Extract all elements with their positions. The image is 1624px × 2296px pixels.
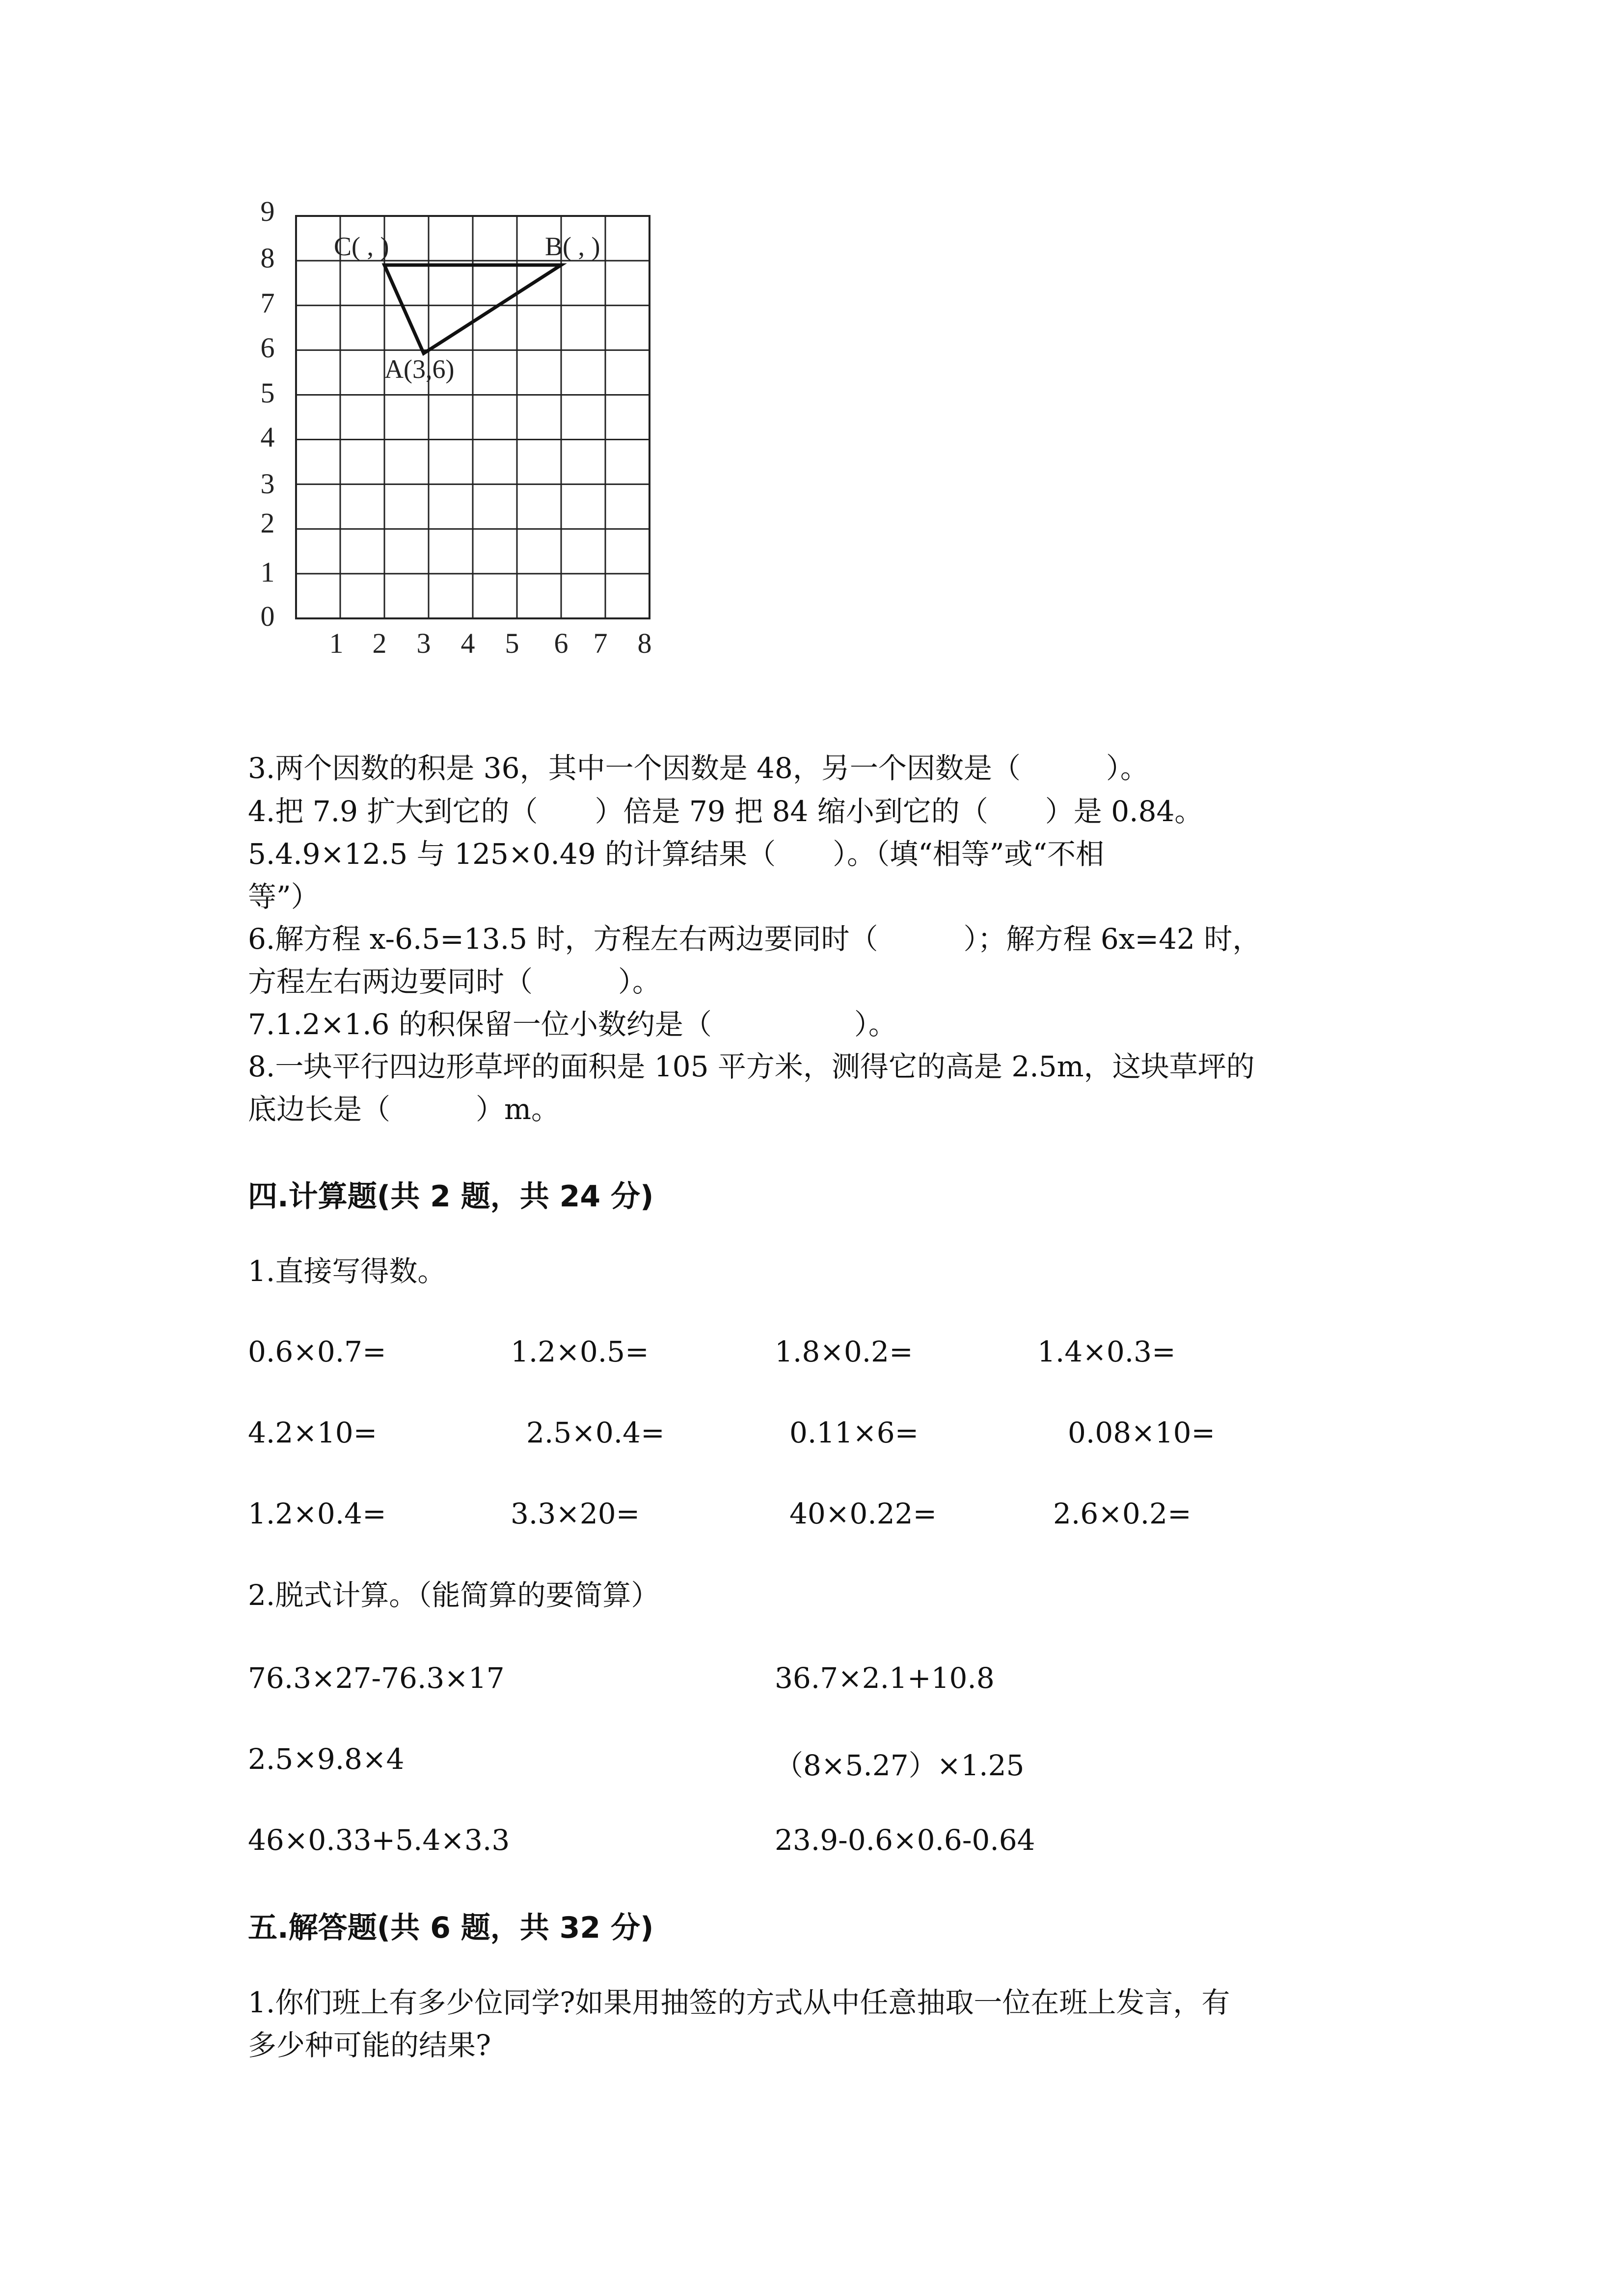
y-tick-label: 6 xyxy=(260,332,275,364)
oral-item: 2.5×0.4= xyxy=(526,1416,665,1449)
x-tick-label: 8 xyxy=(637,627,652,659)
question-8-line-1: 8.一块平行四边形草坪的面积是 105 平方米，测得它的高是 2.5m，这块草坪的 xyxy=(248,1050,1255,1083)
point-c-label: C( , ) xyxy=(334,232,389,261)
x-tick-label: 6 xyxy=(554,627,568,659)
x-tick-label: 4 xyxy=(460,627,475,659)
section-5-title: 五.解答题(共 6 题，共 32 分) xyxy=(248,1911,654,1945)
question-8-line-2: 底边长是（ ）m。 xyxy=(248,1093,560,1126)
oral-item: 40×0.22= xyxy=(789,1497,937,1530)
y-tick-label: 8 xyxy=(260,242,275,274)
y-axis-labels xyxy=(261,196,275,632)
written-item: 2.5×9.8×4 xyxy=(248,1742,405,1776)
point-b-label: B( , ) xyxy=(545,232,600,261)
point-a-label: A(3,6) xyxy=(384,354,455,384)
coordinate-grid-figure xyxy=(241,196,673,667)
oral-item: 0.11×6= xyxy=(789,1416,919,1449)
oral-item: 3.3×20= xyxy=(511,1497,640,1530)
x-axis-labels xyxy=(329,627,652,659)
section-5-q1-line-1: 1.你们班上有多少位同学?如果用抽签的方式从中任意抽取一位在班上发言，有 xyxy=(248,1986,1230,2019)
question-7: 7.1.2×1.6 的积保留一位小数约是（ ）。 xyxy=(248,1008,897,1041)
oral-item: 0.6×0.7= xyxy=(248,1335,386,1368)
section-5-q1-line-2: 多少种可能的结果? xyxy=(248,2029,491,2062)
question-4: 4.把 7.9 扩大到它的（ ）倍是 79 把 84 缩小到它的（ ）是 0.84。 xyxy=(248,795,1203,828)
y-tick-label: 7 xyxy=(260,287,275,319)
oral-item: 1.8×0.2= xyxy=(775,1335,913,1368)
y-tick-label: 5 xyxy=(260,377,275,409)
grid-inner-lines xyxy=(296,216,650,618)
question-5-line-2: 等”） xyxy=(248,880,320,913)
written-item: 46×0.33+5.4×3.3 xyxy=(248,1823,510,1857)
question-5-line-1: 5.4.9×12.5 与 125×0.49 的计算结果（ ）。（填“相等”或“不相 xyxy=(248,837,1105,871)
question-3: 3.两个因数的积是 36，其中一个因数是 48，另一个因数是（ ）。 xyxy=(248,751,1149,785)
y-tick-label: 0 xyxy=(260,600,275,632)
oral-item: 2.6×0.2= xyxy=(1053,1497,1191,1530)
written-item: 76.3×27-76.3×17 xyxy=(248,1661,505,1695)
y-tick-label: 4 xyxy=(260,421,275,453)
x-tick-label: 5 xyxy=(505,627,519,659)
written-item: 23.9-0.6×0.6-0.64 xyxy=(775,1823,1035,1857)
x-tick-label: 3 xyxy=(416,627,431,659)
oral-item: 1.2×0.5= xyxy=(511,1335,649,1368)
y-tick-label: 2 xyxy=(260,507,275,539)
written-item: 36.7×2.1+10.8 xyxy=(775,1661,995,1695)
x-tick-label: 1 xyxy=(329,627,344,659)
x-tick-label: 2 xyxy=(372,627,387,659)
oral-item: 1.4×0.3= xyxy=(1037,1335,1176,1368)
section-4-q1-title: 1.直接写得数。 xyxy=(248,1255,446,1288)
y-tick-label: 3 xyxy=(260,468,275,500)
question-6-line-1: 6.解方程 x-6.5=13.5 时，方程左右两边要同时（ ）；解方程 6x=42 时， xyxy=(248,922,1261,956)
section-4-q2-title: 2.脱式计算。（能简算的要简算） xyxy=(248,1578,660,1612)
section-4-title: 四.计算题(共 2 题，共 24 分) xyxy=(248,1179,654,1214)
y-tick-label: 1 xyxy=(260,556,275,588)
oral-item: 4.2×10= xyxy=(248,1416,378,1449)
question-6-line-2: 方程左右两边要同时（ ）。 xyxy=(248,965,661,998)
written-item: （8×5.27）×1.25 xyxy=(775,1749,1025,1782)
oral-item: 1.2×0.4= xyxy=(248,1497,386,1530)
x-tick-label: 7 xyxy=(593,627,608,659)
oral-item: 0.08×10= xyxy=(1068,1416,1216,1449)
y-tick-label: 9 xyxy=(260,196,275,227)
